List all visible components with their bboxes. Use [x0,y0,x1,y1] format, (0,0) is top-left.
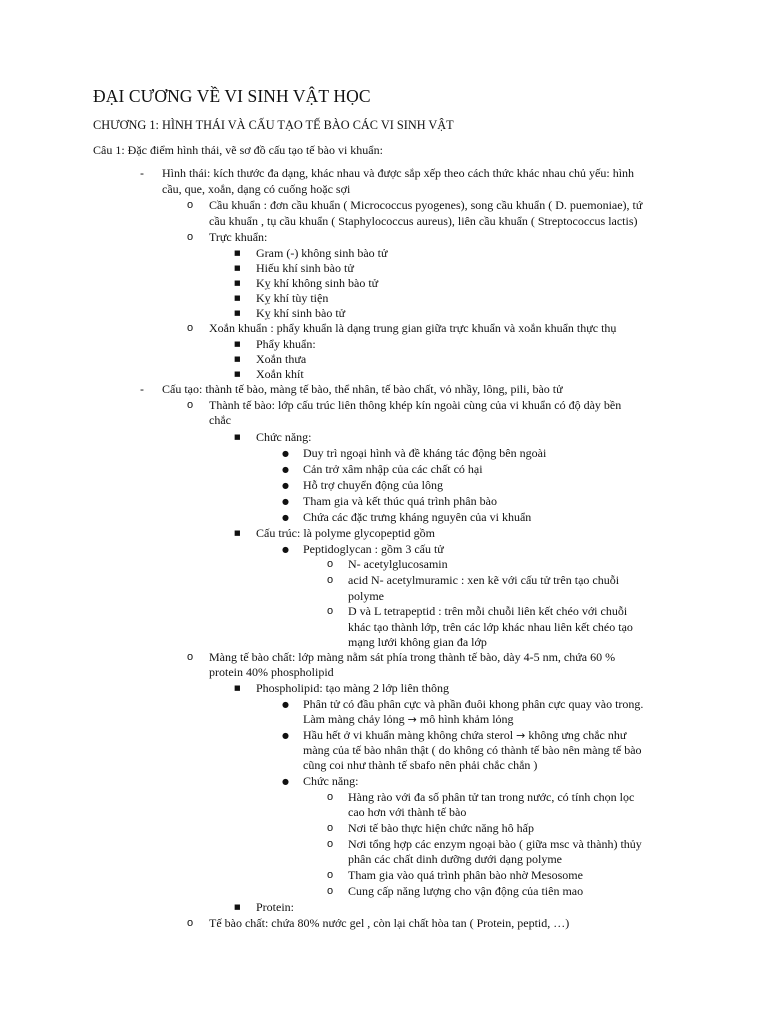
circle-bullet: o [327,574,334,586]
list-item: Chứa các đặc trưng kháng nguyên của vi khuẩn [303,510,532,524]
list-item: Trực khuẩn: [209,230,268,244]
circle-bullet: o [327,791,334,803]
square-bullet: ■ [234,684,241,692]
list-item: D và L tetrapeptid : trên mỗi chuỗi liên kết chéo với chuỗi [348,604,628,618]
list-item: Cấu trúc: là polyme glycopeptid gồm [256,526,435,540]
question-heading: Câu 1: Đặc điểm hình thái, vẽ sơ đồ cấu tạo tế bào vi khuẩn: [93,143,383,157]
right-arrow-icon: → [516,729,526,742]
circle-bullet: o [327,869,334,881]
list-item: Duy trì ngoại hình và đề kháng tác động bên ngoài [303,446,547,460]
list-item: Hình thái: kích thước đa dạng, khác nhau và được sắp xếp theo cách thức khác nhau chủ yếu: hình [162,166,635,180]
square-bullet: ■ [234,370,241,378]
list-item: Cấu tạo: thành tế bào, màng tế bào, thể nhân, tế bào chất, vỏ nhầy, lông, pili, bào tử [162,382,563,396]
list-item-continuation: cũng coi như thành tế sbafo nên phải chắc chắn ) [303,758,538,772]
circle-bullet: o [327,885,334,897]
list-item: Hỗ trợ chuyển động của lông [303,478,443,492]
list-item-continuation: polyme [348,589,384,603]
list-item-continuation: cầu khuẩn , tụ cầu khuẩn ( Staphylococcus aureus), liên cầu khuẩn ( Streptococcus lactis) [209,214,638,228]
square-bullet: ■ [234,279,241,287]
circle-bullet: o [187,322,194,334]
dot-bullet: ● [282,449,289,458]
list-item: Chức năng: [303,774,359,788]
line-text: Làm màng chảy lỏng [303,712,408,726]
list-item: Tham gia vào quá trình phân bào nhờ Mesosome [348,868,583,882]
list-item: Hiếu khí sinh bào tử [256,261,354,275]
square-bullet: ■ [234,264,241,272]
square-bullet: ■ [234,249,241,257]
square-bullet: ■ [234,529,241,537]
circle-bullet: o [327,558,334,570]
list-item: Cản trở xâm nhập của các chất có hại [303,462,483,476]
list-item-continuation: chắc [209,413,231,427]
square-bullet: ■ [234,294,241,302]
list-item: Thành tế bào: lớp cấu trúc liên thông khép kín ngoài cùng của vi khuẩn có độ dày bền [209,398,622,412]
square-bullet: ■ [234,340,241,348]
list-item-continuation: khác tạo thành lớp, trên các lớp khác nhau liên kết chéo tạo [348,620,633,634]
dot-bullet: ● [282,777,289,786]
square-bullet: ■ [234,355,241,363]
list-item: Phẩy khuẩn: [256,337,316,351]
list-item-continuation: cầu, que, xoắn, dạng có cuống hoặc sợi [162,182,351,196]
square-bullet: ■ [234,309,241,317]
dash-bullet: - [140,166,144,180]
dot-bullet: ● [282,545,289,554]
list-item: Xoắn khuẩn : phẩy khuẩn là dạng trung gian giữa trực khuẩn và xoắn khuẩn thực thụ [209,321,617,335]
dot-bullet: ● [282,481,289,490]
list-item: Xoắn thưa [256,352,307,366]
square-bullet: ■ [234,903,241,911]
list-item: Peptidoglycan : gồm 3 cấu tử [303,542,444,556]
list-item: Cung cấp năng lượng cho vận động của tiên mao [348,884,584,898]
list-item-continuation: cao hơn với thành tế bào [348,805,467,819]
list-item: Màng tế bào chất: lớp màng nằm sát phía trong thành tế bào, dày 4-5 nm, chứa 60 % [209,650,616,664]
list-item: Kỵ khí sinh bào tử [256,306,346,320]
circle-bullet: o [327,822,334,834]
list-item: Nơi tế bào thực hiện chức năng hô hấp [348,821,534,835]
list-item: Kỵ khí không sinh bào tử [256,276,379,290]
circle-bullet: o [187,231,194,243]
circle-bullet: o [327,838,334,850]
list-item-continuation: protein 40% phospholipid [209,665,334,679]
list-item: Tham gia và kết thúc quá trình phân bào [303,494,497,508]
square-bullet: ■ [234,433,241,441]
line-text: mô hình khảm lỏng [416,712,514,726]
dash-bullet: - [140,382,144,396]
list-item: Xoắn khít [256,367,304,381]
list-item-continuation: mạng lưới không gian đa lớp [348,635,487,649]
list-item [303,728,626,744]
circle-bullet: o [187,399,194,411]
document-title: ĐẠI CƯƠNG VỀ VI SINH VẬT HỌC [93,86,371,106]
right-arrow-icon: → [407,713,417,726]
list-item: Hàng rào với đa số phân tử tan trong nước, có tính chọn lọc [348,790,635,804]
list-item: Cầu khuẩn : đơn cầu khuẩn ( Micrococcus pyogenes), song cầu khuẩn ( D. puemoniae), tứ [209,198,643,212]
line-text: không ưng chắc như [525,728,627,742]
list-item: acid N- acetylmuramic : xen kẽ với cấu tử trên tạo chuỗi [348,573,620,587]
list-item-continuation: màng của tế bào nhân thật ( do không có thành tế bào nên màng tế bào [303,743,642,757]
dot-bullet: ● [282,700,289,709]
list-item-continuation [303,712,514,728]
list-item: Kỵ khí tùy tiện [256,291,329,305]
dot-bullet: ● [282,731,289,740]
circle-bullet: o [187,651,194,663]
list-item: Nơi tổng hợp các enzym ngoại bào ( giữa msc và thành) thủy [348,837,642,851]
circle-bullet: o [327,605,334,617]
line-text: Hầu hết ở vi khuẩn màng không chứa sterol [303,728,517,742]
list-item: Protein: [256,900,294,914]
dot-bullet: ● [282,513,289,522]
list-item: Tế bào chất: chứa 80% nước gel , còn lại chất hòa tan ( Protein, peptid, …) [209,916,570,930]
chapter-heading: CHƯƠNG 1: HÌNH THÁI VÀ CẤU TẠO TẾ BÀO CÁC VI SINH VẬT [93,118,454,132]
list-item: Chức năng: [256,430,312,444]
list-item: Phospholipid: tạo màng 2 lớp liên thông [256,681,450,695]
circle-bullet: o [187,199,194,211]
list-item: Gram (-) không sinh bào tử [256,246,388,260]
list-item: N- acetylglucosamin [348,557,448,571]
dot-bullet: ● [282,465,289,474]
list-item: Phân tử có đầu phân cực và phần đuôi khong phân cực quay vào trong. [303,697,644,711]
dot-bullet: ● [282,497,289,506]
circle-bullet: o [187,917,194,929]
list-item-continuation: phân các chất dinh dưỡng dưới dạng polyme [348,852,562,866]
